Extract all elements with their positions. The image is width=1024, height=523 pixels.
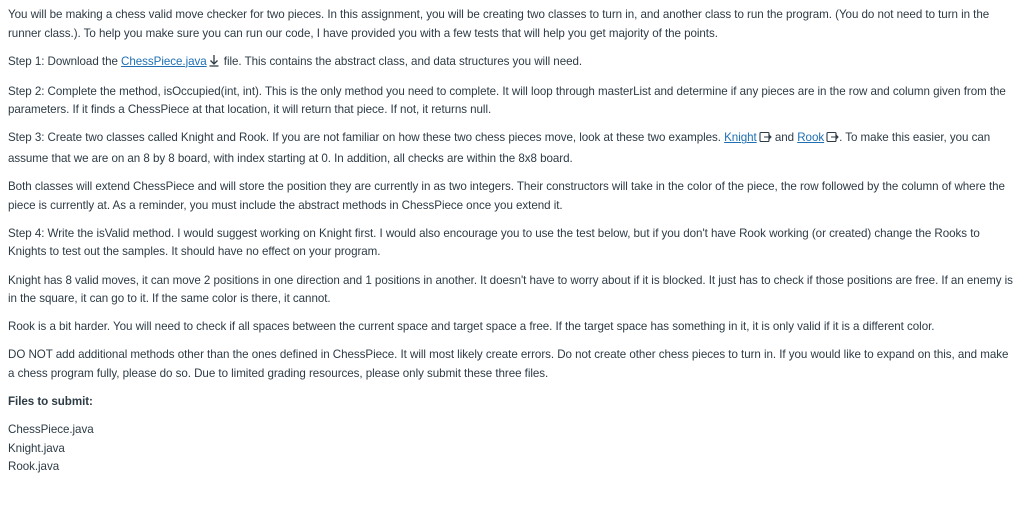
- step4-paragraph: Step 4: Write the isValid method. I would suggest working on Knight first. I would also encourage you to use the test below, but if you don't have Rook working (or created) change the Rooks to Knights to test out the samples. It should have no effect on your program.: [8, 226, 980, 259]
- extend-paragraph: Both classes will extend ChessPiece and will store the position they are currently in as two integers. Their constructors will take in the color of the piece, the row followed by the column of where the piece is currently at. As a reminder, you must include the abstract methods in ChessPiece once you extend it.: [8, 180, 1005, 212]
- files-list: [8, 421, 1016, 477]
- step3-after: . To make this easier, you can assume that we are on an 8 by 8 board, with index starting at 0. In addition, all checks are within the 8x8 board.: [8, 131, 991, 166]
- external-link-icon[interactable]: [826, 131, 839, 150]
- chesspiece-download-link[interactable]: ChessPiece.java: [121, 54, 207, 68]
- intro-paragraph: You will be making a chess valid move checker for two pieces. In this assignment, you will be creating two classes to turn in, and another class to run the program. (You do not need to turn in the runner class.). To help you make sure you can run our code, I have provided you with a few tests that will help you get majority of the points.: [8, 8, 990, 40]
- file-item: Knight.java: [8, 441, 65, 455]
- donot-paragraph: DO NOT add additional methods other than the ones defined in ChessPiece. It will most likely create errors. Do not create other chess pieces to turn in. If you would like to expand on this, and make a chess program fully, please do so. Due to limited grading resources, please only submit these three files.: [8, 348, 1009, 380]
- file-item: Rook.java: [8, 460, 60, 474]
- external-link-icon[interactable]: [759, 131, 772, 150]
- download-icon[interactable]: [208, 54, 220, 74]
- step1-paragraph: [8, 53, 1016, 74]
- files-heading: Files to submit:: [8, 395, 93, 408]
- knight-link[interactable]: Knight: [724, 131, 757, 145]
- knight-paragraph: Knight has 8 valid moves, it can move 2 positions in one direction and 1 positions in another. It doesn't have to worry about if it is blocked. It just has to check if those positions are free. If an enemy is in the square, it can go to it. If the same color is there, it cannot.: [8, 273, 1013, 306]
- file-item: ChessPiece.java: [8, 423, 94, 437]
- step1-after: file. This contains the abstract class, and data structures you will need.: [220, 54, 583, 68]
- step1-before: Step 1: Download the: [8, 54, 122, 68]
- step2-paragraph: Step 2: Complete the method, isOccupied(int, int). This is the only method you need to complete. It will loop through masterList and determine if any pieces are in the row and column given from the parameters. If it finds a ChessPiece at that location, it will return that piece. If not, it returns null.: [8, 84, 1006, 117]
- step3-mid: and: [771, 131, 798, 145]
- rook-link[interactable]: Rook: [797, 131, 825, 145]
- rook-paragraph: Rook is a bit harder. You will need to check if all spaces between the current space and target space a free. If the target space has something in it, it is only valid if it is a different color.: [8, 320, 935, 334]
- step3-before: Step 3: Create two classes called Knight and Rook. If you are not familiar on how these two chess pieces move, look at these two examples.: [8, 131, 725, 145]
- step3-paragraph: [8, 129, 1016, 168]
